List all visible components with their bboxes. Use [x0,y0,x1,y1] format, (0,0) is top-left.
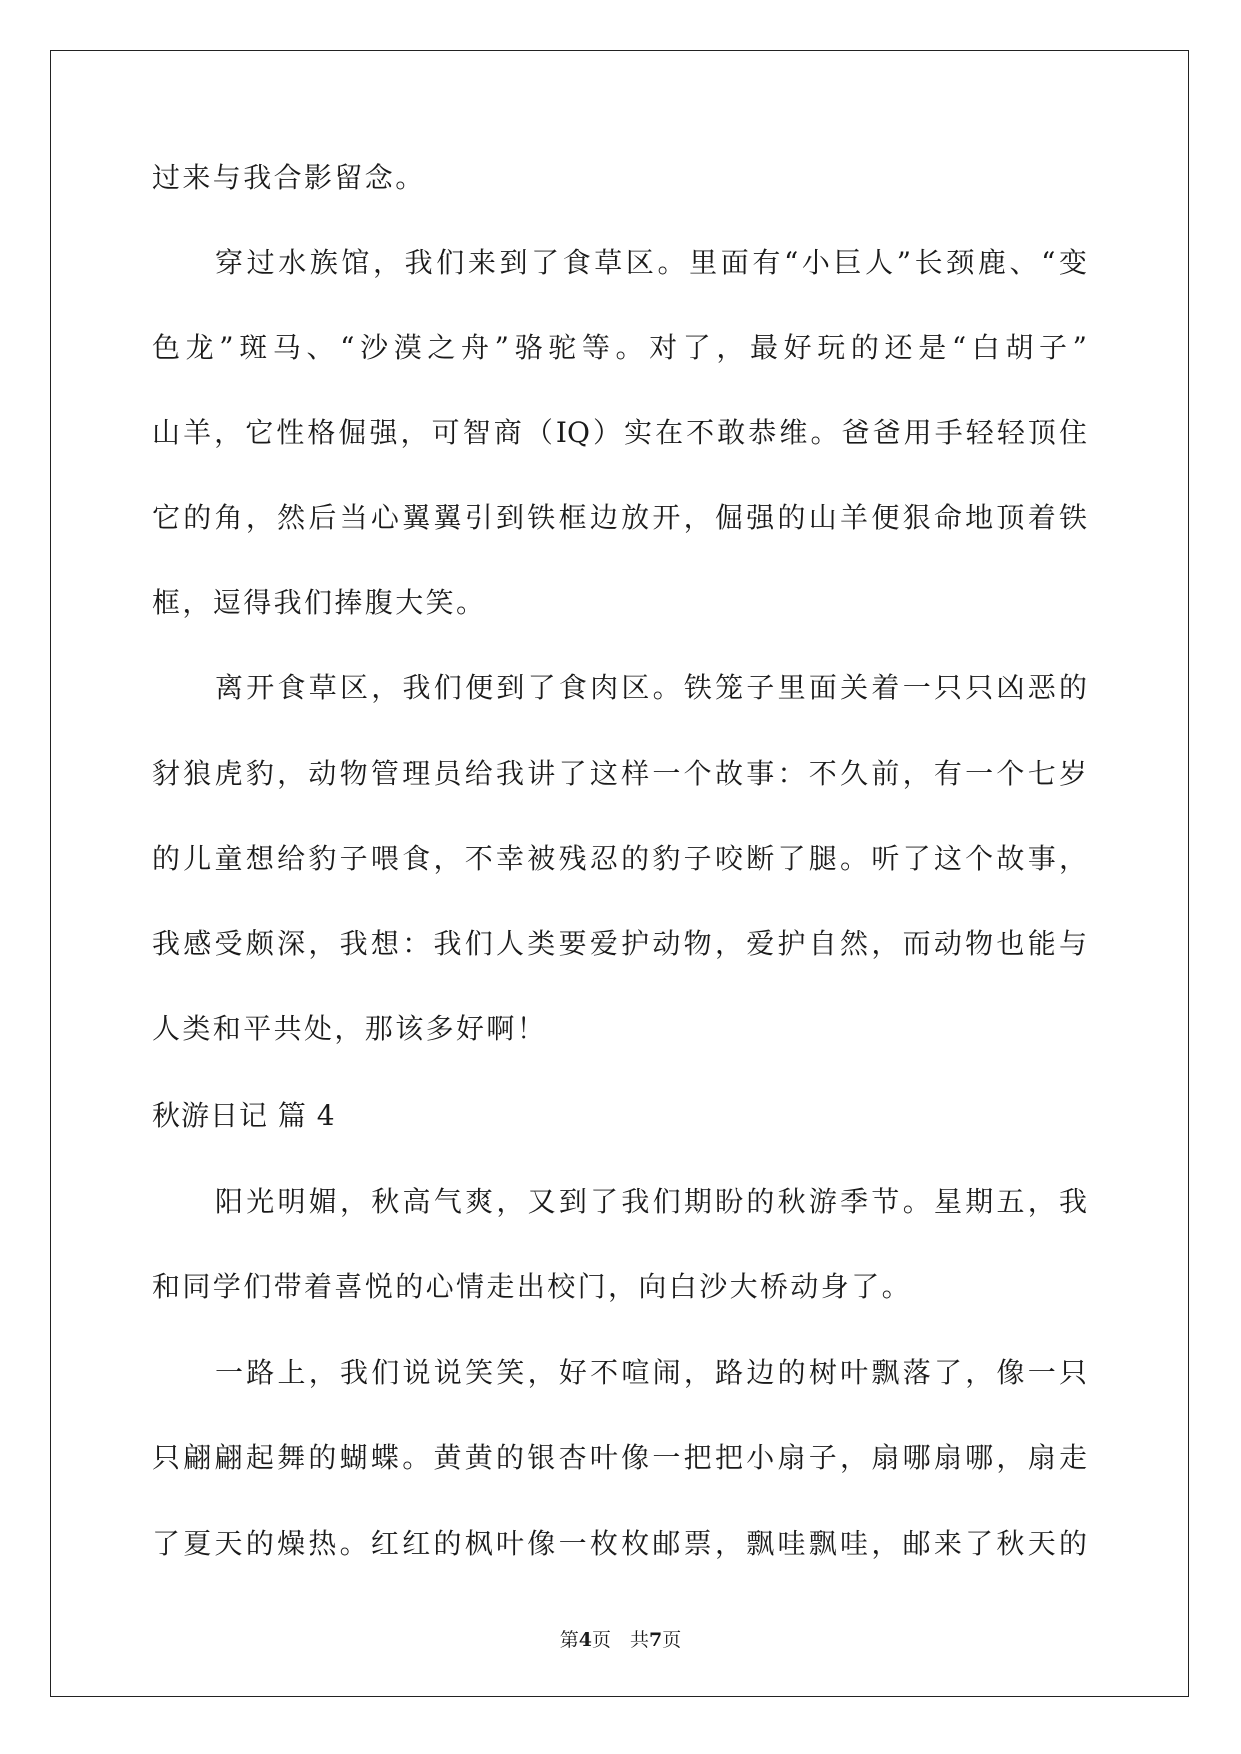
text-line: 只翩翩起舞的蝴蝶。黄黄的银杏叶像一把把小扇子，扇哪扇哪，扇走 [152,1441,1087,1474]
footer-prefix: 第 [559,1629,579,1651]
text-line: 框，逗得我们捧腹大笑。 [152,586,487,619]
text-line: 阳光明媚，秋高气爽，又到了我们期盼的秋游季节。星期五，我 [215,1185,1087,1218]
text-line: 人类和平共处，那该多好啊！ [152,1012,548,1045]
text-line: 离开食草区，我们便到了食肉区。铁笼子里面关着一只只凶恶的 [215,671,1087,704]
text-line: 它的角，然后当心翼翼引到铁框边放开，倔强的山羊便狠命地顶着铁 [152,501,1087,534]
total-page-number: 7 [649,1629,663,1651]
text-line: 的儿童想给豹子喂食，不幸被残忍的豹子咬断了腿。听了这个故事， [152,842,1087,875]
page-footer [0,1628,1241,1652]
text-line: 和同学们带着喜悦的心情走出校门，向白沙大桥动身了。 [152,1270,913,1303]
section-heading: 秋游日记 篇 4 [152,1099,336,1132]
current-page-number: 4 [578,1629,592,1651]
text-line: 一路上，我们说说笑笑，好不喧闹，路边的树叶飘落了，像一只 [215,1356,1087,1389]
text-line: 过来与我合影留念。 [152,161,426,194]
text-line: 我感受颇深，我想：我们人类要爱护动物，爱护自然，而动物也能与 [152,927,1087,960]
text-line: 色龙”斑马、“沙漠之舟”骆驼等。对了，最好玩的还是“白胡子” [152,331,1087,364]
text-line: 了夏天的燥热。红红的枫叶像一枚枚邮票，飘哇飘哇，邮来了秋天的 [152,1527,1087,1560]
text-line: 穿过水族馆，我们来到了食草区。里面有“小巨人”长颈鹿、“变 [215,246,1087,279]
text-line: 豺狼虎豹，动物管理员给我讲了这样一个故事：不久前，有一个七岁 [152,757,1087,790]
footer-suffix: 页 [662,1629,682,1651]
footer-middle: 页 共 [591,1629,649,1651]
text-line: 山羊，它性格倔强，可智商（IQ）实在不敢恭维。爸爸用手轻轻顶住 [152,416,1087,449]
